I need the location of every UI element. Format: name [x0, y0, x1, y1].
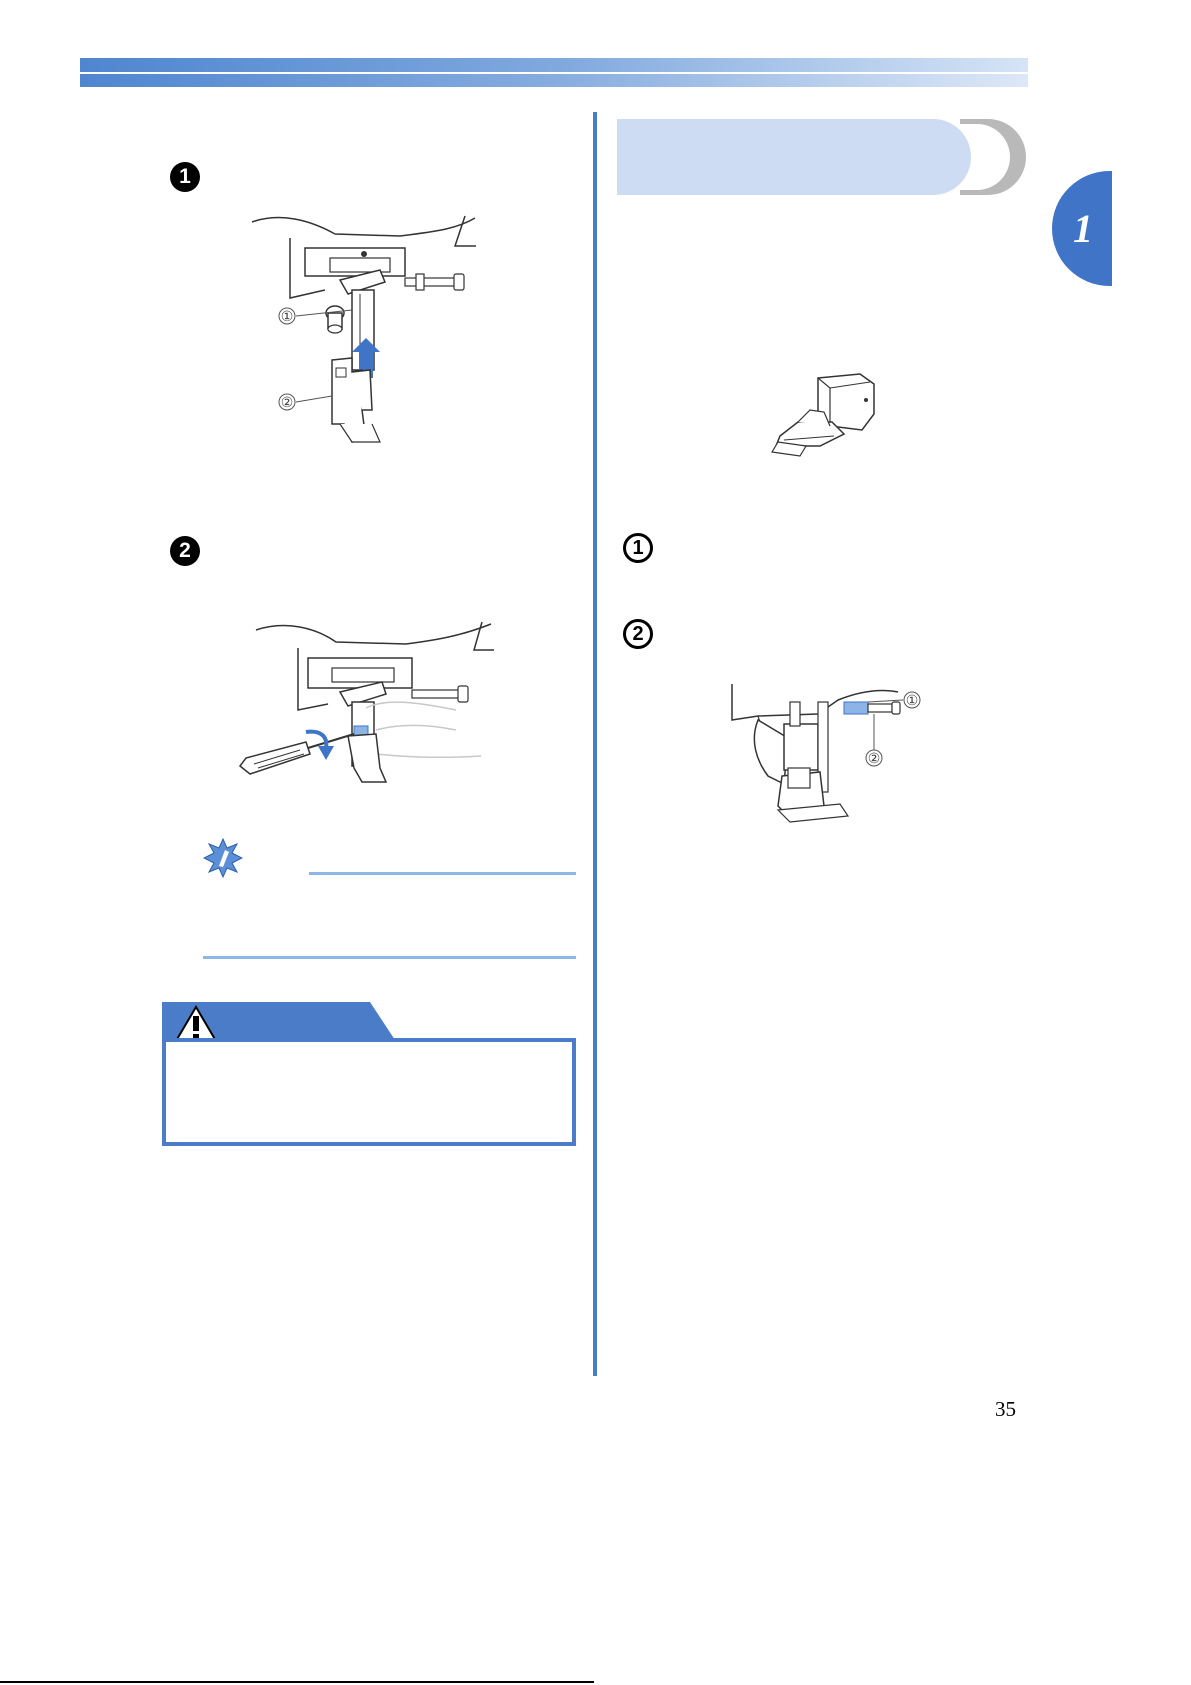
- step-1-marker: 1: [170, 162, 200, 192]
- step-2-marker: 2: [170, 536, 200, 566]
- section-heading-tab: [617, 119, 971, 195]
- chapter-number: 1: [1073, 206, 1093, 251]
- presser-foot-icon: [770, 370, 880, 460]
- memo-icon: [203, 838, 243, 878]
- step-2-marker-right: 2: [623, 619, 653, 649]
- attach-presser-foot-illustration: [240, 210, 510, 465]
- memo-rule-bottom: [203, 956, 576, 959]
- tighten-screw-illustration: [236, 618, 516, 788]
- header-bar-top: [80, 58, 1028, 72]
- callout-1-right-label: ①: [905, 692, 919, 708]
- header-bar-bottom: [80, 74, 1028, 87]
- caution-box: [162, 1038, 576, 1146]
- screwdriver-icon: [240, 734, 354, 774]
- column-divider: [593, 112, 597, 1376]
- bottom-rule: [0, 1681, 594, 1683]
- step-1-marker-right: 1: [623, 533, 653, 563]
- callout-2-right-label: ②: [867, 750, 881, 766]
- page-number: 35: [995, 1397, 1016, 1421]
- callout-2-label: ②: [280, 394, 294, 410]
- attach-foot-right-illustration: [728, 680, 928, 825]
- memo-rule-top: [309, 872, 576, 875]
- callout-1-label: ①: [280, 308, 294, 324]
